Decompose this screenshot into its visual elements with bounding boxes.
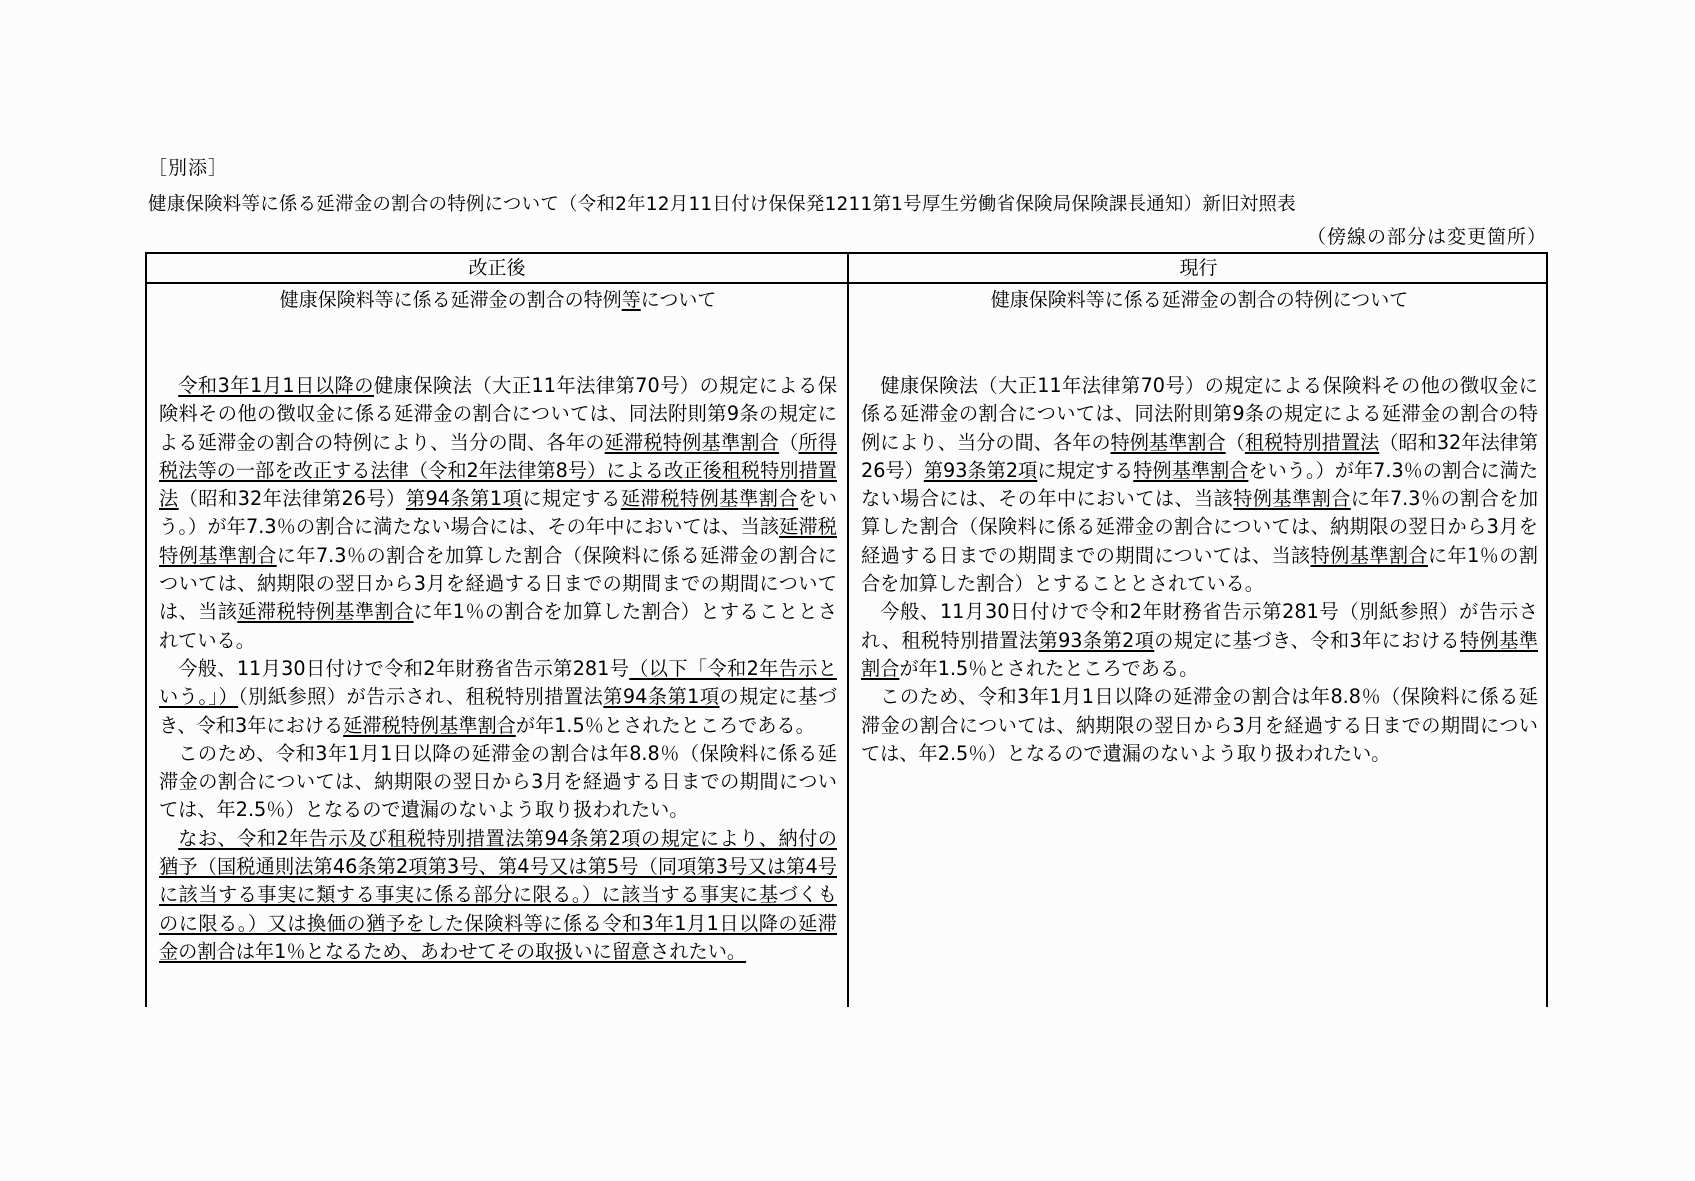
text-segment: 今般、11月30日付けで令和2年財務省告示第281号 [178,656,630,680]
revised-body [159,372,837,966]
comparison-table [145,252,1548,1007]
changed-text: 第93条第2項 [1038,628,1155,652]
changed-text: 租税特別措置法 [1244,430,1380,454]
revised-title [159,286,837,314]
paragraph [159,655,837,740]
changed-text: 第94条第1項 [405,487,523,511]
current-column [849,284,1548,1007]
paragraph [861,598,1538,683]
revised-title-suffix: について [640,289,717,311]
text-segment: が年1.5％とされたところである。 [899,656,1199,680]
changed-text: なお、令和2年告示及び租税特別措置法第94条第2項の規定により、納付の猶予（国税通則法第46条第2項第3号、第4号又は第5号（同項第3号又は第4号に該当する事実に類する事実に係る部分に限る。）に該当する事実に基づくものに限る。）又は換価の猶予をした保険料等に係る令和3年1月1日以降の延滞金の割合は年1％となるため、あわせてその取扱いに留意されたい。 [159,826,837,963]
current-body [861,372,1538,768]
changed-text: 第94条第1項 [603,685,720,709]
text-segment: に年1％の割合を加算した割合）とすることとされている。 [861,543,1538,596]
paragraph [861,372,1538,598]
text-segment: （ [1225,430,1245,454]
text-segment: に規定する [1037,458,1134,482]
paragraph [159,372,837,655]
text-segment: に年1％の割合を加算した割合）とすることとされている。 [159,600,838,652]
changed-text: 第93条第2項 [923,458,1038,482]
changed-text: 特例基準割合 [1110,430,1226,454]
changed-text: （以下「令和2年告示という。」） [159,656,837,709]
text-segment: （ [779,430,799,454]
text-segment: をいう。）が年7.3％の割合に満たない場合には、その年中においては、当該 [159,487,838,539]
paragraph [159,740,837,825]
document-title: 健康保険料等に係る延滞金の割合の特例について（令和2年12月11日付け保保発1211第1号厚生労働省保険局保険課長通知）新旧対照表 [148,194,1296,215]
changed-text: 延滞税特例基準割合 [604,430,780,454]
text-segment: （昭和32年法律第26号） [178,487,406,511]
changed-text: 延滞税特例基準割合 [343,713,516,737]
changed-text: 延滞税特例基準割合 [237,600,414,624]
text-segment: 健康保険法（大正11年法律第70号）の規定による保険料その他の徴収金に係る延滞金の割合については、同法附則第9条の規定による延滞金の割合の特例により、当分の間、各年の [159,374,837,454]
paragraph [861,683,1538,768]
change-note: （傍線の部分は変更箇所） [1306,226,1547,248]
text-segment: の規定に基づき、令和3年における [1154,628,1461,652]
revised-column [147,284,847,1007]
text-segment: （別紙参照）が告示され、租税特別措置法 [238,685,604,709]
text-segment: をいう。）が年7.3％の割合に満たない場合には、その年中においては、当該 [861,458,1539,511]
paragraph [159,825,837,966]
changed-text: 特例基準割合 [861,628,1538,680]
changed-text: 延滞税特例基準割合 [159,515,837,567]
text-segment: に年7.3％の割合を加算した割合（保険料に係る延滞金の割合については、納期限の翌日から3月を経過する日までの期間までの期間については、当該 [861,487,1539,567]
text-segment: （昭和32年法律第26号） [861,430,1539,482]
text-segment: に年7.3％の割合を加算した割合（保険料に係る延滞金の割合については、納期限の翌日から3月を経過する日までの期間までの期間については、当該 [159,543,838,624]
text-segment: 今般、11月30日付けで令和2年財務省告示第281号（別紙参照）が告示され、租税特別措置法 [861,600,1538,652]
changed-text: 延滞税特例基準割合 [620,487,799,511]
text-segment: の規定に基づき、令和3年における [159,685,837,737]
text-segment: このため、令和3年1月1日以降の延滞金の割合は年8.8％（保険料に係る延滞金の割合については、納期限の翌日から3月を経過する日までの期間については、年2.5％）となるので遺漏のないよう取り扱われたい。 [159,741,837,822]
header-revised: 改正後 [468,257,526,279]
text-segment: 健康保険法（大正11年法律第70号）の規定による保険料その他の徴収金に係る延滞金の割合については、同法附則第9条の規定による延滞金の割合の特例により、当分の間、各年の [861,374,1538,454]
changed-text: 令和3年1月1日以降の [178,374,374,397]
changed-text: 所得税法等の一部を改正する法律（令和2年法律第8号）による改正後租税特別措置法 [159,430,838,511]
changed-text: 特例基準割合 [1133,458,1249,482]
text-segment: に規定する [522,487,621,511]
changed-text: 特例基準割合 [1233,487,1351,511]
text-segment: が年1.5％とされたところである。 [515,713,815,737]
header-current: 現行 [1179,257,1218,279]
text-segment: このため、令和3年1月1日以降の延滞金の割合は年8.8％（保険料に係る延滞金の割合については、納期限の翌日から3月を経過する日までの期間については、年2.5％）となるので遺漏のないよう取り扱われたい。 [861,685,1538,765]
current-title: 健康保険料等に係る延滞金の割合の特例について [990,289,1409,311]
changed-text: 特例基準割合 [1310,543,1428,567]
attachment-label: ［別添］ [148,157,229,179]
revised-title-text: 健康保険料等に係る延滞金の割合の特例 [279,289,622,311]
revised-title-changed: 等 [621,289,641,311]
